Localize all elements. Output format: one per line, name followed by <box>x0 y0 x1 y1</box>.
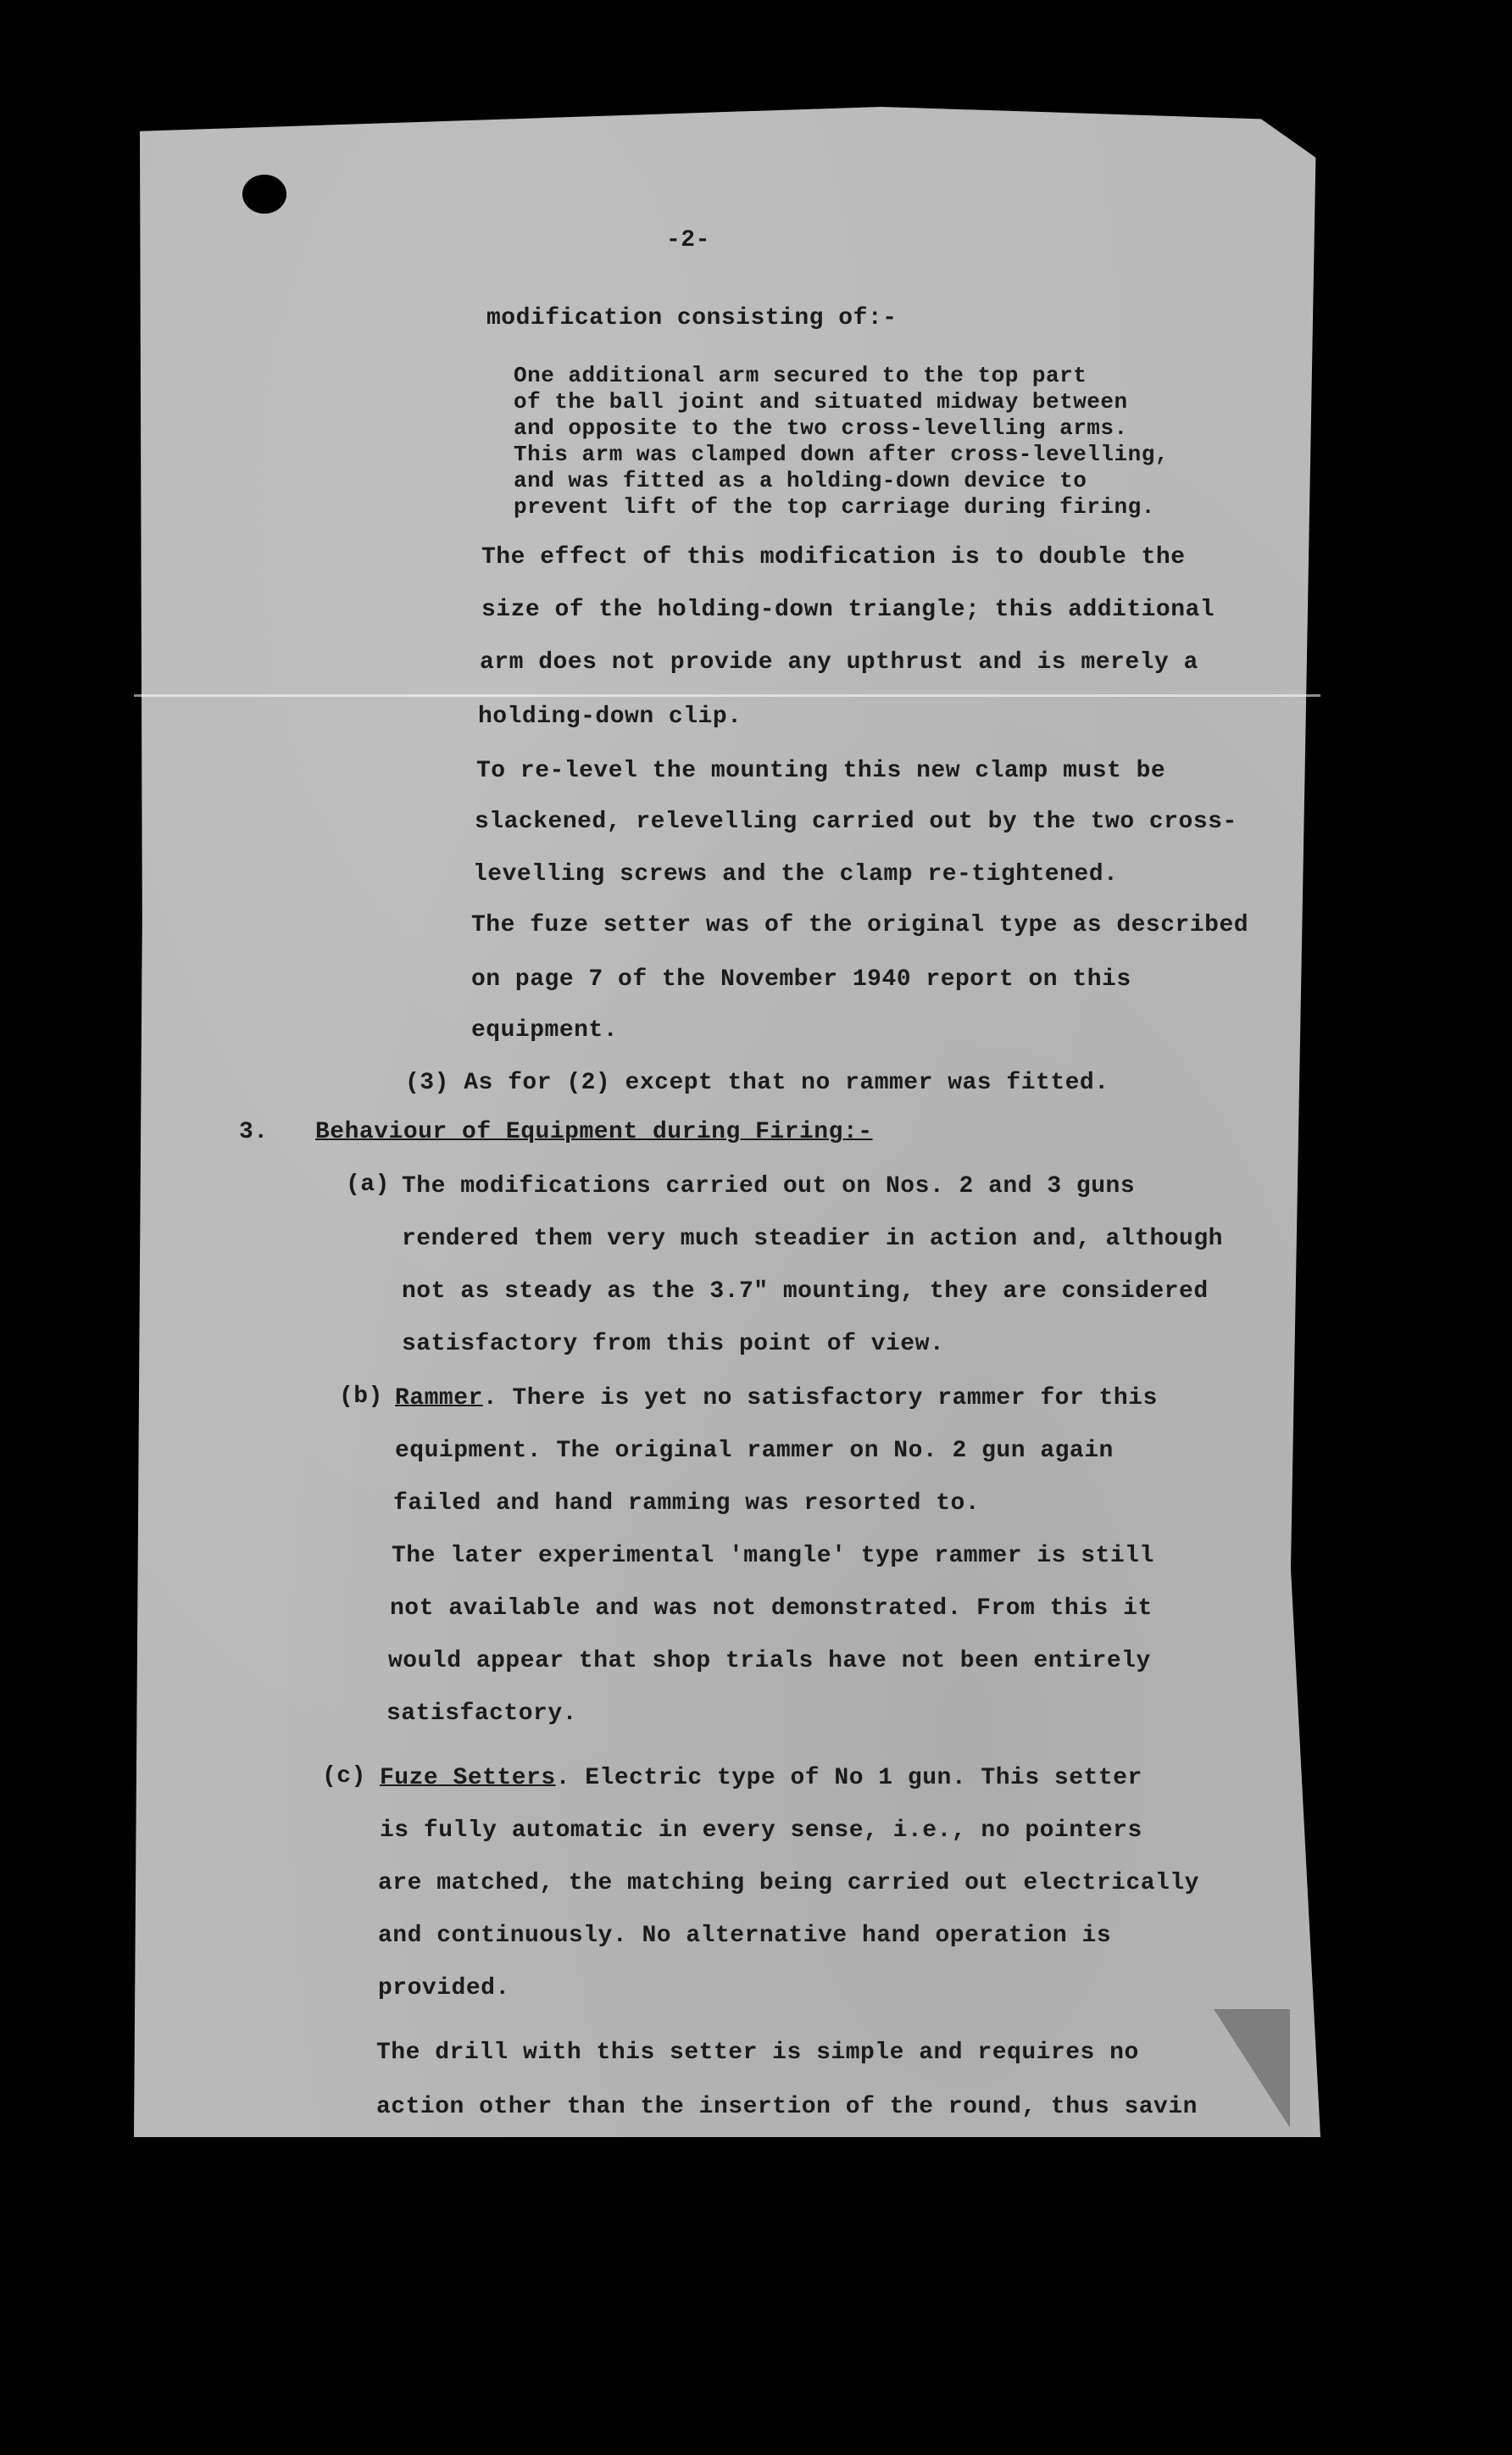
indented-line: of the ball joint and situated midway between <box>514 389 1128 415</box>
item-title: Fuze Setters <box>380 1765 556 1791</box>
paragraph-line: levelling screws and the clamp re-tightened. <box>473 861 1119 888</box>
paragraph-line: holding-down clip. <box>478 704 742 730</box>
item-first-line <box>395 1385 1158 1411</box>
paragraph-line: on page 7 of the November 1940 report on this <box>471 966 1131 993</box>
item-line: The modifications carried out on Nos. 2 and 3 guns <box>402 1173 1136 1200</box>
paragraph-line: The fuze setter was of the original type as described <box>471 912 1249 938</box>
item-line: action other than the insertion of the round, thus savin <box>376 2094 1198 2120</box>
item-line: failed and hand ramming was resorted to. <box>393 1490 981 1517</box>
item-label: (c) <box>322 1763 366 1790</box>
indented-line: One additional arm secured to the top part <box>514 363 1087 388</box>
item-line: not as steady as the 3.7" mounting, they are considered <box>402 1278 1209 1305</box>
paragraph-line: size of the holding-down triangle; this additional <box>481 597 1215 623</box>
item-first-line <box>380 1765 1142 1791</box>
page-number: -2- <box>666 227 710 253</box>
paragraph-line: To re-level the mounting this new clamp must be <box>476 758 1166 784</box>
item-line: would appear that shop trials have not been entirely <box>388 1648 1151 1674</box>
paragraph-line: slackened, relevelling carried out by the two cross- <box>475 809 1237 835</box>
item-line: and continuously. No alternative hand operation is <box>378 1923 1112 1949</box>
item-first-rest: . There is yet no satisfactory rammer for this <box>482 1385 1158 1411</box>
paragraph-line: The effect of this modification is to double the <box>481 544 1186 571</box>
item-line: The drill with this setter is simple and requires no <box>376 2040 1139 2066</box>
item-line: The later experimental 'mangle' type rammer is still <box>392 1543 1154 1569</box>
item-3-line: (3) As for (2) except that no rammer was fitted. <box>405 1070 1109 1096</box>
item-title: Rammer <box>395 1385 483 1411</box>
item-line: not available and was not demonstrated. From this it <box>390 1595 1153 1622</box>
section-heading: Behaviour of Equipment during Firing:- <box>315 1119 873 1145</box>
paragraph-line: arm does not provide any upthrust and is merely a <box>480 649 1198 676</box>
item-line: are matched, the matching being carried out electrically <box>378 1870 1199 1896</box>
item-line: satisfactory from this point of view. <box>402 1331 945 1357</box>
indented-line: prevent lift of the top carriage during firing. <box>514 494 1155 520</box>
item-first-rest: . Electric type of No 1 gun. This setter <box>555 1765 1142 1791</box>
item-label: (b) <box>339 1383 383 1410</box>
indented-line: This arm was clamped down after cross-levelling, <box>514 442 1169 467</box>
item-line: rendered them very much steadier in action and, although <box>402 1226 1223 1252</box>
item-line: is fully automatic in every sense, i.e., no pointers <box>380 1818 1142 1844</box>
fold-crease <box>134 694 1320 697</box>
punch-hole <box>242 175 286 214</box>
item-line: satisfactory. <box>386 1701 577 1727</box>
indented-line: and opposite to the two cross-levelling arms. <box>514 415 1128 441</box>
item-line: equipment. The original rammer on No. 2 gun again <box>395 1438 1114 1464</box>
paragraph-line: equipment. <box>471 1017 619 1044</box>
section-number: 3. <box>239 1119 269 1145</box>
item-line: provided. <box>378 1975 510 2001</box>
indented-line: and was fitted as a holding-down device to <box>514 468 1087 493</box>
intro-line: modification consisting of:- <box>486 305 898 331</box>
folded-corner <box>1214 2009 1290 2128</box>
item-label: (a) <box>346 1172 390 1198</box>
